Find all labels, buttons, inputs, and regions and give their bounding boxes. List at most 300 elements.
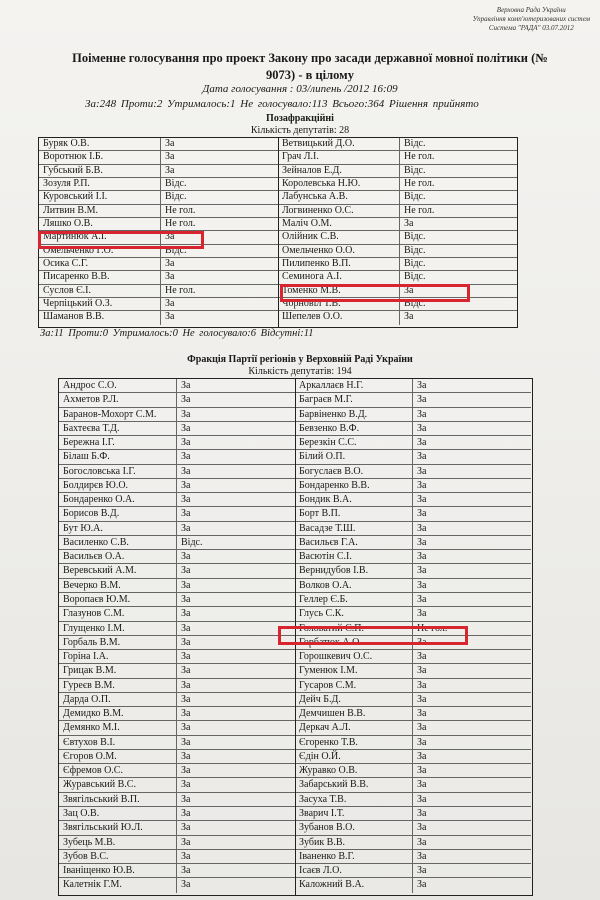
deputy-name: Бондаренко О.А. (59, 493, 177, 506)
vote-result: За (417, 793, 427, 805)
vote-result: За (181, 394, 191, 406)
table-row (278, 178, 517, 191)
vote-result: Відс. (181, 536, 203, 548)
table-row (59, 465, 295, 479)
deputy-name: Андрос С.О. (59, 379, 177, 392)
vote-result: За (181, 608, 191, 620)
table-row (59, 493, 295, 507)
table-row (278, 205, 517, 218)
table-row (59, 679, 295, 693)
table-row (59, 507, 295, 521)
title-line-2: 9073) - в цілому (266, 68, 354, 82)
table-row (295, 522, 531, 536)
vote-table-regions-party (58, 378, 533, 896)
section-title: Позафракційні (266, 113, 334, 124)
table-row (295, 622, 531, 636)
vote-summary: За:248 Проти:2 Утрималось:1 Не голосувало:113 Всього:364 Рішення прийнято (85, 98, 479, 110)
table-row (295, 750, 531, 764)
table-row (278, 138, 517, 151)
table-row (295, 408, 531, 422)
table-row (295, 778, 531, 792)
table-row (295, 436, 531, 450)
deputy-name: Маліч О.М. (278, 218, 400, 230)
table-row (295, 507, 531, 521)
deputy-name: Буряк О.В. (39, 138, 161, 150)
vote-result: За (404, 311, 414, 323)
deputy-name: Зубанов В.О. (295, 821, 413, 834)
vote-date: Дата голосування : 03/липень /2012 16:09 (202, 83, 398, 95)
table-row (295, 607, 531, 621)
vote-result: За (181, 579, 191, 591)
deputy-name: Чорновіл Т.В. (278, 298, 400, 310)
table-row (295, 864, 531, 878)
vote-result: За (417, 579, 427, 591)
vote-result: Не гол. (404, 178, 435, 190)
vote-result: Не гол. (404, 204, 435, 216)
deputy-name: Зубик В.В. (295, 836, 413, 849)
table-row (59, 579, 295, 593)
table-row (295, 850, 531, 864)
vote-result: За (165, 164, 175, 176)
vote-result: За (165, 271, 175, 283)
table-row (295, 593, 531, 607)
deputy-name: Семинога А.І. (278, 271, 400, 283)
deputy-name: Дейч Б.Д. (295, 693, 413, 706)
vote-result: За (417, 836, 427, 848)
vote-result: За (181, 565, 191, 577)
vote-result: За (181, 465, 191, 477)
vote-result: За (417, 765, 427, 777)
table-row (295, 564, 531, 578)
vote-result: За (417, 822, 427, 834)
table-row (59, 650, 295, 664)
vote-result: За (181, 422, 191, 434)
deputy-name: Єдін О.Й. (295, 750, 413, 763)
vote-result: За (417, 437, 427, 449)
deputy-name: Демидко В.М. (59, 707, 177, 720)
table-row (59, 522, 295, 536)
deputy-name: Васильєв Г.А. (295, 536, 413, 549)
table-row (59, 393, 295, 407)
table-row (278, 311, 517, 324)
vote-result: Відс. (404, 271, 426, 283)
table-row (59, 821, 295, 835)
deputy-name: Богословська І.Г. (59, 465, 177, 478)
deputy-name: Шепелев О.О. (278, 311, 400, 324)
vote-result: За (181, 722, 191, 734)
vote-result: За (417, 850, 427, 862)
table-row (39, 205, 278, 218)
vote-result: Не гол. (165, 284, 196, 296)
table-row (278, 191, 517, 204)
vote-result: Відс. (404, 244, 426, 256)
deputy-name: Єфремов О.С. (59, 764, 177, 777)
table-row (59, 836, 295, 850)
deputy-name: Демчишен В.В. (295, 707, 413, 720)
vote-result: За (165, 311, 175, 323)
table-row (39, 178, 278, 191)
deputy-name: Бут Ю.А. (59, 522, 177, 535)
deputy-name: Горбаль В.М. (59, 636, 177, 649)
vote-result: Не гол. (404, 151, 435, 163)
deputy-name: Грач Л.І. (278, 151, 400, 163)
table-row (59, 436, 295, 450)
vote-table-nonaffiliated (38, 137, 518, 328)
deputy-name: Баранов-Мохорт С.М. (59, 408, 177, 421)
vote-result: За (417, 522, 427, 534)
deputy-name: Литвин В.М. (39, 205, 161, 217)
vote-result: Відс. (404, 164, 426, 176)
deputy-name: Бахтеєва Т.Д. (59, 422, 177, 435)
vote-result: Не гол. (165, 204, 196, 216)
org-line: Управління комп'ютеризованих систем (472, 15, 590, 23)
table-row (59, 750, 295, 764)
table-row (59, 878, 295, 892)
vote-result: За (417, 807, 427, 819)
deputy-name: Бондик В.А. (295, 493, 413, 506)
deputy-name: Васадзе Т.Ш. (295, 522, 413, 535)
deputy-name: Воротнюк І.Б. (39, 151, 161, 163)
vote-result: За (165, 231, 175, 243)
deputy-name: Омельченко О.О. (278, 245, 400, 257)
section-count: Кількість депутатів: 28 (250, 125, 350, 136)
deputy-name: Єгоренко Т.В. (295, 736, 413, 749)
table-row (295, 393, 531, 407)
section-title: Фракція Партії регіонів у Верховній Раді України (187, 354, 413, 365)
table-row (59, 721, 295, 735)
vote-result: За (417, 451, 427, 463)
deputy-name: Осика С.Г. (39, 258, 161, 270)
table-column-left (39, 138, 278, 325)
vote-result: За (165, 138, 175, 149)
vote-result: За (417, 679, 427, 691)
deputy-name: Зейналов Е.Д. (278, 165, 400, 177)
table-row (39, 285, 278, 298)
vote-result: Не гол. (417, 622, 448, 634)
deputy-name: Ісаєв Л.О. (295, 864, 413, 877)
deputy-name: Куровський І.І. (39, 191, 161, 203)
table-row (59, 793, 295, 807)
table-row (39, 151, 278, 164)
table-row (39, 165, 278, 178)
vote-result: За (165, 298, 175, 310)
table-row (295, 579, 531, 593)
vote-result: За (417, 551, 427, 563)
vote-result: За (417, 593, 427, 605)
vote-result: За (181, 479, 191, 491)
vote-result: За (181, 836, 191, 848)
table-row (295, 493, 531, 507)
deputy-name: Васильєв О.А. (59, 550, 177, 563)
table-divider (278, 138, 279, 327)
vote-result: За (181, 380, 191, 391)
deputy-name: Євтухов В.І. (59, 736, 177, 749)
vote-result: За (181, 508, 191, 520)
vote-result: Відс. (165, 178, 187, 190)
deputy-name: Дарда О.П. (59, 693, 177, 706)
table-divider (295, 379, 296, 895)
vote-result: За (181, 736, 191, 748)
deputy-name: Вечерко В.М. (59, 579, 177, 592)
organization-header (473, 6, 590, 33)
table-row (295, 721, 531, 735)
table-row (59, 479, 295, 493)
deputy-name: Суслов Є.І. (39, 285, 161, 297)
vote-result: За (417, 508, 427, 520)
deputy-name: Ляшко О.В. (39, 218, 161, 230)
deputy-name: Грицак В.М. (59, 664, 177, 677)
table-row (39, 311, 278, 324)
deputy-name: Вернидубов І.В. (295, 564, 413, 577)
vote-result: За (181, 651, 191, 663)
vote-result: Відс. (404, 191, 426, 203)
table-row (59, 408, 295, 422)
org-line: Система "РАДА" 03.07.2012 (488, 24, 574, 32)
deputy-name: Васютін С.І. (295, 550, 413, 563)
vote-result: За (404, 218, 414, 230)
deputy-name: Головатий С.П. (295, 622, 413, 635)
deputy-name: Василенко С.В. (59, 536, 177, 549)
table-column-left (59, 379, 295, 893)
table-row (295, 736, 531, 750)
vote-result: За (181, 765, 191, 777)
table-row (59, 593, 295, 607)
deputy-name: Черпіцький О.З. (39, 298, 161, 310)
vote-result: За (181, 750, 191, 762)
vote-result: За (417, 693, 427, 705)
table-row (278, 218, 517, 231)
deputy-name: Забарський В.В. (295, 778, 413, 791)
deputy-name: Пилипенко В.П. (278, 258, 400, 270)
table-row (295, 793, 531, 807)
table-row (295, 821, 531, 835)
deputy-name: Бевзенко В.Ф. (295, 422, 413, 435)
vote-result: За (181, 437, 191, 449)
vote-result: За (181, 865, 191, 877)
vote-result: За (165, 258, 175, 270)
vote-result: За (181, 622, 191, 634)
deputy-name: Логвиненко О.С. (278, 205, 400, 217)
vote-result: За (181, 408, 191, 420)
table-row (295, 707, 531, 721)
table-row (278, 298, 517, 311)
vote-result: За (417, 479, 427, 491)
vote-result: За (417, 651, 427, 663)
table-row (278, 231, 517, 244)
section-totals: За:11 Проти:0 Утрималось:0 Не голосувало:6 Відсутні:11 (40, 328, 314, 339)
deputy-name: Волков О.А. (295, 579, 413, 592)
deputy-name: Геллер Є.Б. (295, 593, 413, 606)
vote-result: За (181, 793, 191, 805)
vote-result: За (181, 807, 191, 819)
deputy-name: Баграєв М.Г. (295, 393, 413, 406)
vote-result: Відс. (165, 191, 187, 203)
table-row (59, 536, 295, 550)
deputy-name: Борт В.П. (295, 507, 413, 520)
table-row (39, 138, 278, 151)
deputy-name: Засуха Т.В. (295, 793, 413, 806)
deputy-name: Іваненко В.Г. (295, 850, 413, 863)
table-row (295, 664, 531, 678)
table-row (278, 285, 517, 298)
vote-result: За (417, 408, 427, 420)
table-row (39, 271, 278, 284)
vote-result: За (181, 665, 191, 677)
deputy-name: Білий О.П. (295, 450, 413, 463)
deputy-name: Бережна І.Г. (59, 436, 177, 449)
table-row (39, 218, 278, 231)
vote-result: За (417, 536, 427, 548)
deputy-name: Барвіненко В.Д. (295, 408, 413, 421)
table-row (59, 707, 295, 721)
deputy-name: Ветвицький Д.О. (278, 138, 400, 150)
deputy-name: Воропаєв Ю.М. (59, 593, 177, 606)
table-row (59, 807, 295, 821)
deputy-name: Зубов В.С. (59, 850, 177, 863)
deputy-name: Омельченко Г.О. (39, 245, 161, 257)
vote-result: За (181, 551, 191, 563)
table-row (295, 878, 531, 892)
section-count: Кількість депутатів: 194 (248, 366, 352, 377)
deputy-name: Губський Б.В. (39, 165, 161, 177)
vote-result: За (417, 665, 427, 677)
table-row (295, 450, 531, 464)
table-row (295, 465, 531, 479)
vote-result: За (417, 494, 427, 506)
deputy-name: Каложний В.А. (295, 878, 413, 892)
vote-result: За (417, 879, 427, 891)
table-row (59, 736, 295, 750)
deputy-name: Гусаров С.М. (295, 679, 413, 692)
table-row (59, 622, 295, 636)
vote-result: За (417, 394, 427, 406)
table-row (295, 693, 531, 707)
table-row (295, 836, 531, 850)
vote-result: Відс. (404, 138, 426, 149)
vote-result: Відс. (404, 298, 426, 310)
table-row (295, 650, 531, 664)
deputy-name: Глущенко І.М. (59, 622, 177, 635)
table-row (59, 564, 295, 578)
table-row (59, 450, 295, 464)
table-row (295, 379, 531, 393)
vote-result: За (417, 422, 427, 434)
vote-result: За (165, 151, 175, 163)
table-row (59, 664, 295, 678)
vote-result: За (181, 679, 191, 691)
org-line: Верховна Рада України (496, 6, 566, 14)
vote-result: За (417, 565, 427, 577)
deputy-name: Аркаллаєв Н.Г. (295, 379, 413, 392)
table-row (39, 298, 278, 311)
vote-result: За (181, 822, 191, 834)
vote-result: За (417, 708, 427, 720)
table-row (278, 151, 517, 164)
deputy-name: Бондаренко В.В. (295, 479, 413, 492)
table-row (295, 479, 531, 493)
vote-result: За (417, 722, 427, 734)
deputy-name: Богуслаєв В.О. (295, 465, 413, 478)
table-row (59, 422, 295, 436)
deputy-name: Єгоров О.М. (59, 750, 177, 763)
deputy-name: Томенко М.В. (278, 285, 400, 297)
deputy-name: Ахметов Р.Л. (59, 393, 177, 406)
table-row (295, 636, 531, 650)
deputy-name: Іваніщенко Ю.В. (59, 864, 177, 877)
table-column-right (278, 138, 517, 325)
table-row (39, 231, 278, 244)
vote-result: За (181, 522, 191, 534)
vote-result: За (181, 451, 191, 463)
deputy-name: Журавко О.В. (295, 764, 413, 777)
table-row (278, 258, 517, 271)
vote-result: Відс. (165, 244, 187, 256)
vote-result: Не гол. (165, 218, 196, 230)
table-row (39, 258, 278, 271)
table-row (278, 165, 517, 178)
vote-result: За (181, 636, 191, 648)
table-row (39, 191, 278, 204)
vote-result: За (404, 284, 414, 296)
table-row (59, 764, 295, 778)
table-row (59, 607, 295, 621)
vote-result: Відс. (404, 231, 426, 243)
deputy-name: Писаренко В.В. (39, 271, 161, 283)
table-row (59, 636, 295, 650)
vote-result: За (181, 850, 191, 862)
table-row (278, 271, 517, 284)
table-row (59, 379, 295, 393)
deputy-name: Горошкевич О.С. (295, 650, 413, 663)
deputy-name: Борисов В.Д. (59, 507, 177, 520)
vote-result: За (417, 779, 427, 791)
deputy-name: Зварич І.Т. (295, 807, 413, 820)
table-row (295, 764, 531, 778)
vote-result: За (417, 608, 427, 620)
vote-result: За (181, 494, 191, 506)
vote-result: За (181, 779, 191, 791)
document-title (40, 50, 580, 84)
vote-result: За (181, 879, 191, 891)
table-row (59, 850, 295, 864)
deputy-name: Деркач А.Л. (295, 721, 413, 734)
table-row (278, 245, 517, 258)
table-row (295, 679, 531, 693)
deputy-name: Гуменюк І.М. (295, 664, 413, 677)
deputy-name: Гуреєв В.М. (59, 679, 177, 692)
deputy-name: Білаш Б.Ф. (59, 450, 177, 463)
table-row (59, 778, 295, 792)
vote-result: За (181, 693, 191, 705)
deputy-name: Глазунов С.М. (59, 607, 177, 620)
table-row (295, 807, 531, 821)
deputy-name: Горіна І.А. (59, 650, 177, 663)
deputy-name: Зозуля Р.П. (39, 178, 161, 190)
table-row (39, 245, 278, 258)
vote-result: За (181, 593, 191, 605)
deputy-name: Зубець М.В. (59, 836, 177, 849)
table-row (295, 536, 531, 550)
deputy-name: Болдирєв Ю.О. (59, 479, 177, 492)
vote-result: За (181, 708, 191, 720)
deputy-name: Глусь С.К. (295, 607, 413, 620)
table-row (59, 693, 295, 707)
deputy-name: Демянко М.І. (59, 721, 177, 734)
table-row (295, 422, 531, 436)
vote-result: За (417, 865, 427, 877)
vote-result: За (417, 380, 427, 391)
deputy-name: Березкін С.С. (295, 436, 413, 449)
